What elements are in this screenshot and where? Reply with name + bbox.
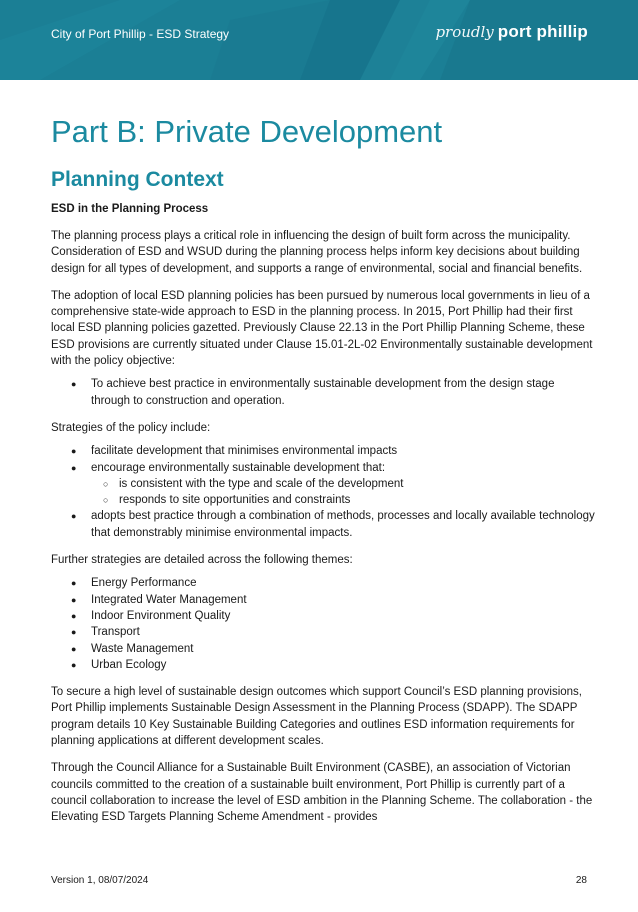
document-title: City of Port Phillip - ESD Strategy <box>51 27 230 41</box>
subsection-title: ESD in the Planning Process <box>51 203 209 215</box>
list-item: ● Waste Management <box>51 641 596 657</box>
list-item: ● Urban Ecology <box>51 657 596 673</box>
list-item: ● adopts best practice through a combination of methods, processes and locally available technology that demonstrably minimise environmental impacts. <box>51 508 596 541</box>
themes-list <box>51 575 596 673</box>
sub-list-item: ○ is consistent with the type and scale of the development <box>51 476 596 492</box>
list-item: ● Integrated Water Management <box>51 592 596 608</box>
sub-list-item: ○ responds to site opportunities and constraints <box>51 492 596 508</box>
paragraph-local-policies: The adoption of local ESD planning policies has been pursued by numerous local governments in lieu of a comprehensive state-wide approach to ESD in the planning process. In 2015, Port Phillip had their first local ESD planning policies gazetted. Previously Clause 22.13 in the Port Phillip Planning Scheme, these ESD provisions are currently situated under Clause 15.01-2L-02 Environmentally sustainable development with the policy objective: <box>51 289 593 368</box>
logo-script-text: proudly <box>435 23 494 41</box>
paragraph-casbe: Through the Council Alliance for a Sustainable Built Environment (CASBE), an association of Victorian councils committed to the creation of a sustainable built environment, Port Phillip is currently part of a council collaboration to increase the level of ESD ambition in the Planning Scheme. The collaboration - the Elevating ESD Targets Planning Scheme Amendment - provides <box>51 762 593 824</box>
logo-bold-text: port phillip <box>497 22 588 41</box>
list-item: ● Energy Performance <box>51 575 596 591</box>
list-item: ● encourage environmentally sustainable development that: <box>51 460 596 476</box>
page-number: 28 <box>575 875 587 886</box>
list-item: ● Indoor Environment Quality <box>51 608 596 624</box>
section-title: Planning Context <box>51 168 224 191</box>
page-content <box>51 112 596 826</box>
port-phillip-logo <box>435 22 588 42</box>
strategies-intro: Strategies of the policy include: <box>51 421 211 434</box>
paragraph-planning-role: The planning process plays a critical role in influencing the design of built form across the municipality. Consideration of ESD and WSUD during the planning process helps inform key decisions about building design for all types of development, and supports a range of environmental, social and financial benefits. <box>51 230 583 275</box>
paragraph-sdapp: To secure a high level of sustainable design outcomes which support Council’s ESD planning provisions, Port Phillip implements Sustainable Design Assessment in the Planning Process (SDAPP). The SDAPP program details 10 Key Sustainable Building Categories and outlines ESD information requirements for planning applications at different development scales. <box>51 686 583 748</box>
version-label: Version 1, 08/07/2024 <box>51 875 149 886</box>
header-banner <box>0 0 638 80</box>
list-item: ● To achieve best practice in environmentally sustainable development from the design stage through to construction and operation. <box>51 376 596 409</box>
list-item: ● Transport <box>51 624 596 640</box>
objective-list <box>51 376 596 409</box>
themes-intro: Further strategies are detailed across the following themes: <box>51 554 353 567</box>
list-item: ● facilitate development that minimises environmental impacts <box>51 443 596 459</box>
strategies-list <box>51 443 596 541</box>
part-title: Part B: Private Development <box>51 114 443 149</box>
